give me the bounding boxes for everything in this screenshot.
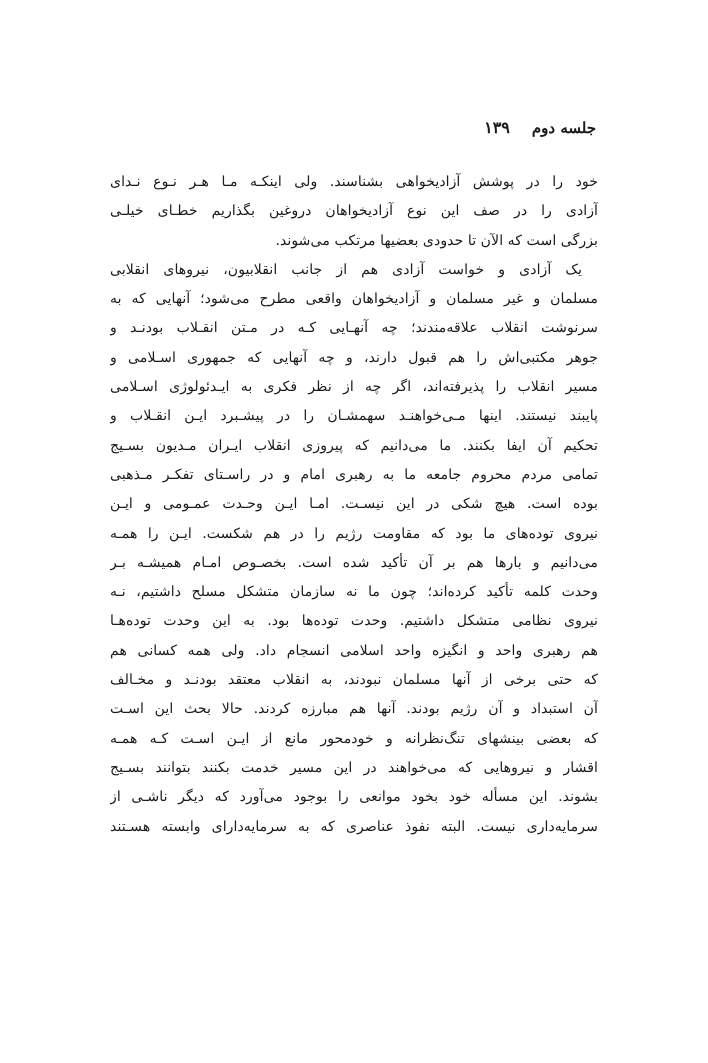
text-line: بوده است. هیچ شکی در این نیسـت. امـا ایـن وحـدت عمـومی و ایـن — [110, 496, 598, 513]
text-line: تمامی مردم محروم جامعه ما به رهبری امام و در راسـتای تفکـر مـذهبی — [110, 466, 598, 483]
text-line: که بعضی بینشهای تنگ‌نظرانه و خودمحور مانع از ایـن اسـت کـه همـه — [110, 730, 598, 747]
text-line: هم رهبری واحد و انگیزه واحد اسلامی انسجام داد. ولی همه کسانی هم — [110, 642, 598, 659]
text-line: آن استبداد و آن رژیم بودند. آنها هم مبارزه کردند. حالا بحث این اسـت — [110, 701, 598, 718]
running-header — [484, 118, 596, 137]
text-line: تحکیم آن ایفا بکنند. ما می‌دانیم که پیروزی انقلاب ایـران مـدیون بسـیج — [110, 437, 598, 454]
text-line: مسیر انقلاب را پذیرفته‌اند، اگر چه از نظر فکری به ایـدئولوژی اسـلامی — [110, 379, 598, 396]
text-line: آزادی را در صف این نوع آزادیخواهان دروغین بگذاریم خطـای خیلـی — [110, 203, 598, 220]
body-text — [110, 168, 598, 842]
text-line: سرمایه‌داری نیست. البته نفوذ عناصری که به سرمایه‌دارای وابسته هسـتند — [110, 818, 598, 835]
text-line: می‌دانیم و بارها هم بر آن تأکید شده است. بخصـوص امـام همیشـه بـر — [110, 554, 598, 571]
text-line: پایبند نیستند. اینها مـی‌خواهنـد سهمشـان را در پیشـبرد ایـن انقـلاب و — [110, 408, 598, 425]
section-title: جلسه دوم — [531, 119, 596, 137]
text-line: که حتی برخی از آنها مسلمان نبودند، به انقلاب معتقد بودنـد و مخـالف — [110, 672, 598, 689]
text-line: نیروی نظامی متشکل داشتیم. وحدت توده‌ها بود. به این وحدت توده‌هـا — [110, 613, 598, 630]
page-number: ۱۳۹ — [484, 118, 510, 137]
paragraph-2 — [110, 256, 598, 842]
paragraph-1 — [110, 168, 598, 256]
text-line: بزرگی است که الآن تا حدودی بعضیها مرتکب می‌شوند. — [275, 232, 598, 249]
text-line: وحدت کلمه تأکید کرده‌اند؛ چون ما نه سازمان متشکل مسلح داشتیم، نـه — [110, 584, 598, 601]
text-line: جوهر مکتبی‌اش را هم قبول دارند، و چه آنهایی که جمهوری اسـلامی و — [110, 349, 598, 366]
text-line: اقشار و نیروهایی که می‌خواهند در این مسیر خدمت بکنند بتوانند بسـیج — [110, 759, 598, 776]
text-line: یک آزادی و خواست آزادی هم از جانب انقلابیون، نیروهای انقلابی — [110, 261, 582, 278]
text-line: مسلمان و غیر مسلمان و آزادیخواهان واقعی مطرح می‌شود؛ آنهایی که به — [110, 291, 598, 308]
text-line: بشوند. این مسأله خود بخود موانعی را بوجود می‌آورد که دیگر ناشـی از — [110, 789, 598, 806]
text-line: خود را در پوشش آزادیخواهی بشناسند. ولی اینکـه مـا هـر نـوع نـدای — [110, 174, 598, 190]
text-line: سرنوشت انقلاب علاقه‌مندند؛ چه آنهـایی کـه در مـتن انقـلاب بودنـد و — [110, 320, 598, 337]
text-line: نیروی توده‌های ما بود که مقاومت رژیم را در هم شکست. ایـن را همـه — [110, 525, 598, 542]
